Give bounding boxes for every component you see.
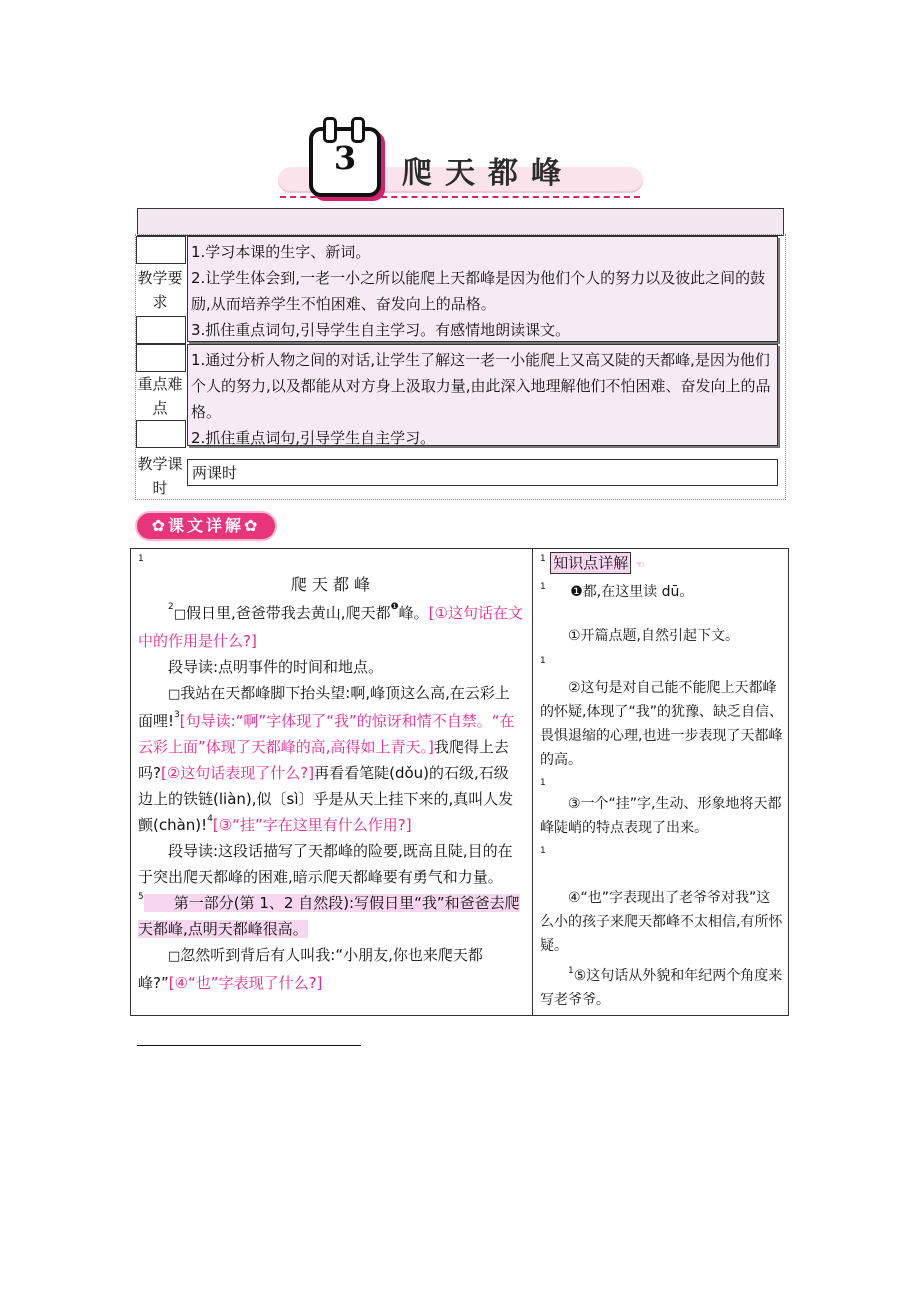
footnote-marker: 1 xyxy=(540,656,546,666)
paragraph-text: 峰。 xyxy=(398,604,429,622)
paragraph-marker: □ xyxy=(168,687,181,702)
teaching-goals-box xyxy=(187,236,778,342)
annotation-marker: ❶ xyxy=(390,602,399,612)
answer-5-row xyxy=(540,964,784,1012)
guide-1: 段导读:点明事件的时间和地点。 xyxy=(168,658,384,676)
paragraph-2 xyxy=(138,680,523,838)
label-cell-bottom xyxy=(136,316,186,344)
label-cell-bottom xyxy=(136,420,186,448)
lesson-number-calendar-icon xyxy=(309,127,381,197)
footnote-marker: 1 xyxy=(540,582,546,592)
part-summary xyxy=(138,890,523,942)
answer-1: ①开篇点题,自然引起下文。 xyxy=(568,628,740,644)
footnote-marker: 4 xyxy=(207,814,213,824)
answer-3: ③一个“挂”字,生动、形象地将天都峰陡峭的特点表现了出来。 xyxy=(540,796,782,836)
question-3: [③“挂”字在这里有什么作用?] xyxy=(212,816,412,834)
key-points-box xyxy=(187,344,778,446)
key-point-item: 2.抓住重点词句,引导学生自主学习。 xyxy=(191,429,436,447)
footnote-marker: 1 xyxy=(138,554,144,564)
star-icon: ✿ xyxy=(151,516,168,535)
teaching-goal-item: 2.让学生体会到,一老一小之所以能爬上天都峰是因为他们个人的努力以及彼此之间的鼓励,从而培养学生不怕困难、奋发向上的品格。 xyxy=(191,269,766,313)
question-2: [②这句话表现了什么?] xyxy=(160,764,315,782)
paragraph-marker: □ xyxy=(168,949,181,964)
lesson-number: 3 xyxy=(333,139,357,177)
notes-header-row xyxy=(540,552,784,578)
table-header-bar xyxy=(137,208,784,236)
part-summary-text: 第一部分(第 1、2 自然段):写假日里“我”和爸爸去爬天都峰,点明天都峰很高。 xyxy=(138,894,520,938)
footnote-marker: 1 xyxy=(540,846,546,856)
paragraph-text: 我爬得上去吗? xyxy=(138,738,509,782)
footnote-marker: 5 xyxy=(138,892,144,902)
question-1: [①这句话在文中的作用是什么?] xyxy=(138,604,523,650)
footnote-marker: 1 xyxy=(568,966,574,976)
paragraph-text: 再看看笔陡(dǒu)的石级,石级边上的铁链(liàn),似〔sì〕乎是从天上挂下来的,真叫人发颤(chàn)! xyxy=(138,764,514,834)
column-divider xyxy=(532,548,533,1016)
paragraph-text: 忽然听到背后有人叫我:“小朋友,你也来爬天都峰?” xyxy=(138,946,483,992)
footnote-separator xyxy=(137,1045,361,1046)
question-4: [④“也”字表现了什么?] xyxy=(168,974,323,992)
text-column xyxy=(138,548,523,996)
paragraph-marker: □ xyxy=(173,607,187,622)
answer-5: ⑤这句话从外貌和年纪两个角度来写老爷爷。 xyxy=(540,968,783,1008)
paragraph-text: 假日里,爸爸带我去黄山,爬天都 xyxy=(186,604,391,622)
lesson-title: 爬天都峰 xyxy=(402,156,574,191)
hours-value: 两课时 xyxy=(187,459,778,486)
teaching-goals-label: 教学要求 xyxy=(137,269,183,311)
key-points-label: 重点难点 xyxy=(137,375,183,417)
teaching-goal-item: 1.学习本课的生字、新词。 xyxy=(191,243,371,261)
footnote-marker: 3 xyxy=(174,710,180,720)
label-cell-top xyxy=(136,344,186,372)
section-header-badge xyxy=(137,513,275,539)
notes-column xyxy=(540,548,784,1012)
footnote-marker: 1 xyxy=(540,778,546,788)
label-cell-top xyxy=(136,236,186,264)
hours-label: 教学课时 xyxy=(137,455,183,497)
star-icon: ✿ xyxy=(244,516,261,535)
key-point-item: 1.通过分析人物之间的对话,让学生了解这一老一小能爬上又高又陡的天都峰,是因为他们个人的努力,以及都能从对方身上汲取力量,由此深入地理解他们不怕困难、奋发向上的品格。 xyxy=(191,351,771,421)
answer-4: ④“也”字表现出了老爷爷对我”这么小的孩子来爬天都峰不太相信,有所怀疑。 xyxy=(540,890,783,954)
pronunciation-note: ❶都,在这里读 dū。 xyxy=(570,584,694,600)
sentence-guide-note: [句导读:“啊”字体现了“我”的惊讶和情不自禁。“在云彩上面”体现了天都峰的高,高得如上青天。] xyxy=(138,712,515,756)
knowledge-points-header: 知识点详解 xyxy=(550,552,631,574)
pointing-hand-icon: ☜ xyxy=(635,560,645,571)
text-heading: 爬 天 都 峰 xyxy=(290,575,371,594)
guide-2: 段导读:这段话描写了天都峰的险要,既高且陡,目的在于突出爬天都峰的困难,暗示爬天都峰要有勇气和力量。 xyxy=(138,842,513,886)
paragraph-3 xyxy=(138,942,523,996)
paragraph-text: 我站在天都峰脚下抬头望:啊,峰顶这么高,在云彩上面哩! xyxy=(138,684,510,730)
note-row xyxy=(540,580,784,604)
section-header-title: 课文详解 xyxy=(167,516,244,535)
footnote-marker: 2 xyxy=(168,602,174,612)
answer-2: ②这句是对自己能不能爬上天都峰的怀疑,体现了“我”的犹豫、缺乏自信、畏惧退缩的心理,也进一步表现了天都峰的高。 xyxy=(540,680,783,768)
footnote-marker: 1 xyxy=(540,554,546,564)
paragraph-1 xyxy=(138,600,523,654)
teaching-goal-item: 3.抓住重点词句,引导学生自主学习。有感情地朗读课文。 xyxy=(191,321,571,339)
